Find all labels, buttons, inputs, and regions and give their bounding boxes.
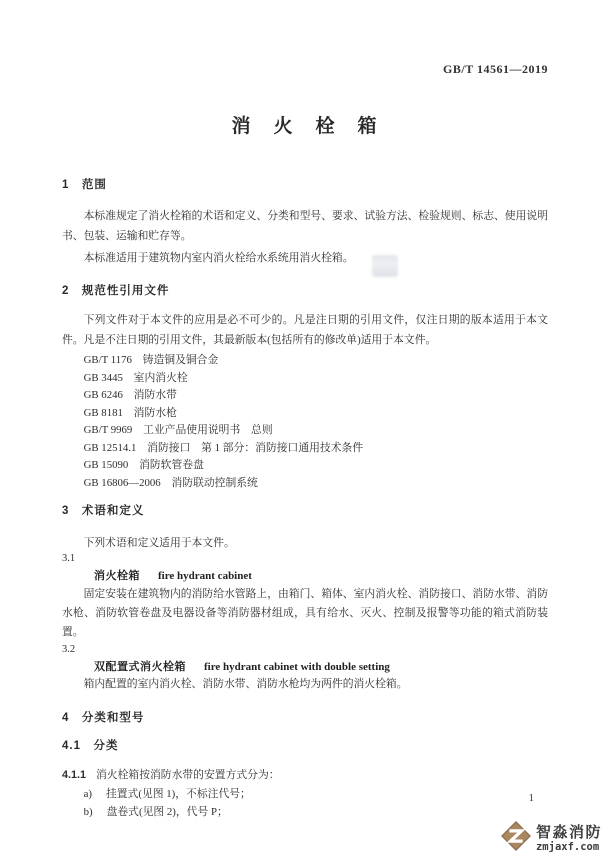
- references-list: [62, 352, 548, 492]
- page-number: 1: [528, 792, 534, 804]
- section-2-heading: 2 规范性引用文件: [62, 285, 170, 297]
- section-4-heading: 4 分类和型号: [62, 712, 145, 724]
- clause-4-1-1-text: 消火栓箱按消防水带的安置方式分为：: [96, 769, 280, 781]
- faded-stamp-mark: [372, 255, 398, 277]
- classification-item-a: [62, 786, 548, 804]
- references-intro: 下列文件对于本文件的应用是必不可少的。凡是注日期的引用文件，仅注日期的版本适用于本文件。凡是不注日期的引用文件，其最新版本(包括所有的修改单)适用于本文件。: [62, 314, 548, 346]
- site-watermark: [501, 821, 602, 856]
- section-4-1-heading: 4.1 分类: [62, 740, 119, 752]
- item-a-label: a): [83, 788, 92, 800]
- reference-item: GB 6246 消防水带: [83, 389, 177, 401]
- reference-item: GB 16806—2006 消防联动控制系统: [83, 476, 258, 489]
- term-number-3-2: 3.2: [62, 644, 76, 655]
- term-3-1: [62, 566, 548, 585]
- brand-name: 智淼消防: [535, 823, 602, 841]
- terms-intro: 下列术语和定义适用于本文件。: [83, 537, 235, 549]
- term-3-2-english: fire hydrant cabinet with double setting: [204, 661, 390, 673]
- reference-item: GB 3445 室内消火栓: [83, 371, 188, 384]
- reference-item: GB/T 1176 铸造铜及铜合金: [83, 354, 219, 366]
- brand-url: zmjaxf.com: [535, 840, 600, 853]
- clause-4-1-1: [62, 767, 548, 783]
- scope-paragraph-1: 本标准规定了消火栓箱的术语和定义、分类和型号、要求、试验方法、检验规则、标志、使用说明书、包装、运输和贮存等。: [62, 210, 548, 242]
- reference-item: GB 12514.1 消防接口 第 1 部分：消防接口通用技术条件: [83, 441, 364, 454]
- term-3-1-definition: 固定安装在建筑物内的消防给水管路上，由箱门、箱体、室内消火栓、消防接口、消防水带、消防水枪、消防软管卷盘及电器设备等消防器材组成，具有给水、灭火、控制及报警等功能的箱式消防装置。: [62, 588, 548, 638]
- term-3-1-english: fire hydrant cabinet: [158, 570, 252, 582]
- reference-item: GB/T 9969 工业产品使用说明书 总则: [83, 424, 273, 436]
- item-b-text: 盘卷式(见图 2)，代号 P；: [106, 805, 228, 818]
- term-3-2-chinese: 双配置式消火栓箱: [94, 661, 186, 673]
- reference-item: GB 15090 消防软管卷盘: [83, 459, 204, 471]
- item-a-text: 挂置式(见图 1)，不标注代号；: [105, 788, 251, 800]
- brand-text: [536, 825, 602, 853]
- clause-4-1-1-number: 4.1.1: [62, 769, 87, 781]
- term-3-2: [62, 657, 548, 676]
- term-3-2-definition: 箱内配置的室内消火栓、消防水带、消防水枪均为两件的消火栓箱。: [83, 678, 408, 690]
- section-1-heading: 1 范围: [62, 179, 107, 191]
- item-b-label: b): [83, 805, 93, 818]
- term-3-1-chinese: 消火栓箱: [94, 570, 140, 582]
- standard-number: GB/T 14561—2019: [443, 62, 548, 76]
- reference-item: GB 8181 消防水枪: [83, 406, 177, 419]
- document-title: 消 火 栓 箱: [231, 116, 379, 137]
- scope-paragraph-2: 本标准适用于建筑物内室内消火栓给水系统用消火栓箱。: [83, 252, 354, 264]
- classification-item-b: [62, 804, 548, 822]
- brand-logo-icon: [501, 821, 531, 856]
- term-number-3-1: 3.1: [62, 553, 76, 564]
- section-3-heading: 3 术语和定义: [62, 505, 145, 517]
